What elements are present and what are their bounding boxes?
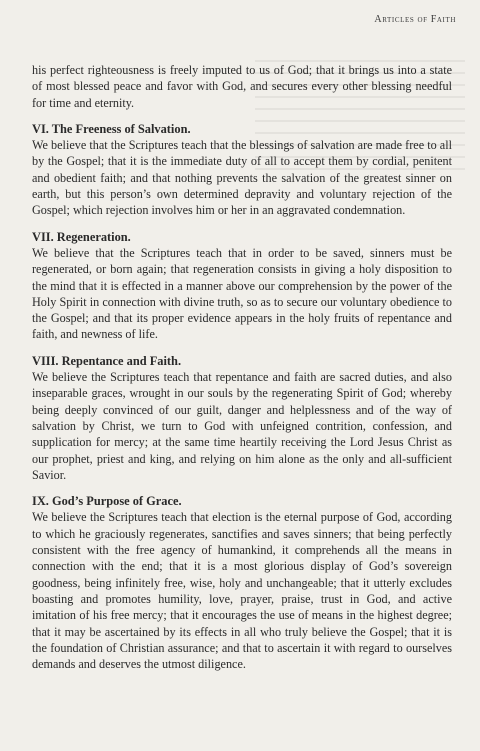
article-section (32, 493, 452, 672)
article-heading: IX. God’s Purpose of Grace. (32, 494, 182, 509)
article-section (32, 229, 452, 343)
article-body: We believe the Scriptures teach that repentance and faith are sacred duties, and also inseparable graces, wrought in our souls by the regenerating Spirit of God; whereby being deeply convinced of our guilt, danger and helplessness and of the way of salvation by Christ, we turn to God with unfeigned contrition, confession, and supplication for mercy; at the same time heartily receiving the Lord Jesus Christ as our prophet, priest and king, and relying on him alone as the only and all-sufficient Savior. (32, 370, 452, 482)
continuation-paragraph: his perfect righteousness is freely imputed to us of God; that it brings us into a state of most blessed peace and favor with God, and secures every other blessing needful for time and eternity. (32, 63, 452, 110)
article-body: We believe that the Scriptures teach that the blessings of salvation are made free to all by the Gospel; that it is the immediate duty of all to accept them by cordial, penitent and obedient faith; and that nothing prevents the salvation of the greatest sinner on earth, but this person’s own determined depravity and voluntary rejection of the Gospel; which rejection involves him or her in an aggravated condemnation. (32, 138, 452, 218)
article-heading: VI. The Freeness of Salvation. (32, 121, 191, 136)
article-heading: VII. Regeneration. (32, 229, 131, 244)
page-body (32, 62, 452, 672)
article-body: We believe the Scriptures teach that election is the eternal purpose of God, according to which he graciously regenerates, sanctifies and saves sinners; that being perfectly consistent with the free agency of humankind, it comprehends all the means in connection with the end; that it is a most glorious display of God’s sovereign goodness, being infinitely free, wise, holy and unchangeable; that it utterly excludes boasting and promotes humility, love, prayer, praise, trust in God, and active imitation of his free mercy; that it encourages the use of means in the highest degree; that it may be ascertained by its effects in all who truly believe the Gospel; that it is the foundation of Christian assurance; and that to ascertain it with regard to ourselves demands and deserves the utmost diligence. (32, 510, 452, 672)
article-heading: VIII. Repentance and Faith. (32, 353, 182, 368)
article-body: We believe that the Scriptures teach that in order to be saved, sinners must be regenerated, or born again; that regeneration consists in giving a holy disposition to the mind that it is effected in a manner above our comprehension by the power of the Holy Spirit in connection with divine truth, so as to secure our voluntary obedience to the Gospel; and that its proper evidence appears in the holy fruits of repentance and faith, and newness of life. (32, 245, 452, 342)
article-section (32, 121, 452, 219)
article-section (32, 353, 452, 483)
running-header: Articles of Faith (374, 14, 456, 25)
